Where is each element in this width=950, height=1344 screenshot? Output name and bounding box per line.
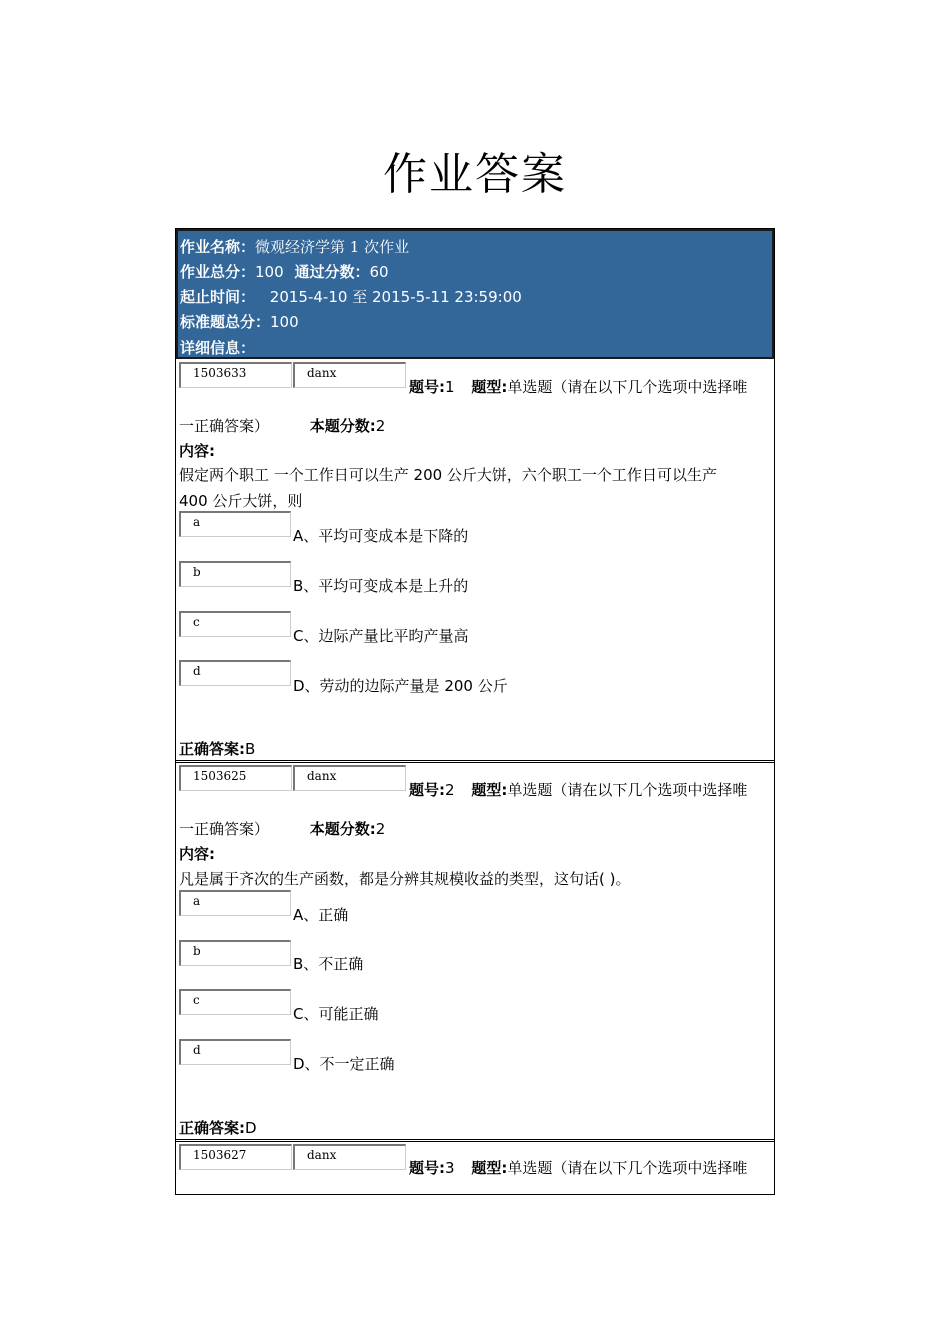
question-score-label: 本题分数:	[309, 417, 376, 435]
pass-score-label: 通过分数：	[294, 263, 370, 281]
question-code-field[interactable]: danx	[293, 362, 406, 388]
time-row	[180, 286, 522, 307]
question-score: 2	[375, 417, 386, 435]
question-type: 单选题（请在以下几个选项中选择唯	[507, 1159, 748, 1177]
option-d-field[interactable]: d	[179, 1039, 291, 1065]
option-b-field[interactable]: b	[179, 940, 291, 966]
option-c: C、可能正确	[293, 1005, 379, 1023]
question-score: 2	[375, 820, 386, 838]
content-label: 内容:	[179, 442, 215, 460]
question-text: 假定两个职工 一个工作日可以生产 200 公斤大饼，六个职工一个工作日可以生产	[179, 466, 717, 484]
time-label: 起止时间：	[180, 288, 256, 306]
question-type: 单选题（请在以下几个选项中选择唯	[507, 781, 748, 799]
standard-score-value: 100	[270, 313, 299, 331]
question-number-label: 题号:	[409, 1159, 445, 1177]
pass-score-value: 60	[369, 263, 389, 281]
question-type-label: 题型:	[471, 1159, 508, 1177]
question-code-field[interactable]: danx	[293, 1144, 406, 1170]
homework-header	[176, 229, 774, 359]
option-b-field[interactable]: b	[179, 561, 291, 587]
option-c-field[interactable]: c	[179, 989, 291, 1015]
option-a: A、平均可变成本是下降的	[293, 527, 469, 545]
time-end: 2015-5-11 23:59:00	[372, 288, 522, 306]
standard-score-label: 标准题总分：	[180, 313, 271, 331]
homework-name-row	[180, 236, 409, 257]
correct-answer-value: D	[245, 1119, 257, 1137]
correct-answer-value: B	[245, 740, 256, 758]
correct-answer-label: 正确答案:	[179, 1119, 245, 1137]
correct-answer-label: 正确答案:	[179, 740, 245, 758]
option-a-field[interactable]: a	[179, 511, 291, 537]
total-score-value: 100	[255, 263, 284, 281]
correct-answer	[179, 738, 255, 759]
question-type-cont: 一正确答案）	[179, 820, 270, 838]
correct-answer	[179, 1117, 257, 1138]
detail-label: 详细信息：	[180, 339, 256, 357]
question-type-label: 题型:	[471, 378, 508, 396]
question-type-cont: 一正确答案）	[179, 417, 270, 435]
homework-name-value: 微观经济学第 1 次作业	[255, 238, 410, 256]
question-number-label: 题号:	[409, 781, 445, 799]
option-c: C、边际产量比平昀产量高	[293, 627, 469, 645]
total-score-label: 作业总分：	[180, 263, 256, 281]
homework-score-row	[180, 261, 389, 282]
option-d-field[interactable]: d	[179, 660, 291, 686]
detail-row	[180, 337, 255, 358]
question-score-label: 本题分数:	[309, 820, 376, 838]
question-number: 1	[445, 378, 455, 396]
question-id-field[interactable]: 1503625	[179, 765, 292, 791]
question-meta	[409, 1157, 747, 1178]
question-code-field[interactable]: danx	[293, 765, 406, 791]
standard-score-row	[180, 311, 299, 332]
option-a: A、正确	[293, 906, 349, 924]
time-to: 至	[352, 288, 368, 306]
option-b: B、不正确	[293, 955, 364, 973]
content-label: 内容:	[179, 845, 215, 863]
option-a-field[interactable]: a	[179, 890, 291, 916]
option-d: D、不一定正确	[293, 1055, 395, 1073]
question-type: 单选题（请在以下几个选项中选择唯	[507, 378, 748, 396]
option-c-field[interactable]: c	[179, 611, 291, 637]
question-number: 3	[445, 1159, 455, 1177]
question-id-field[interactable]: 1503633	[179, 362, 292, 388]
time-start: 2015-4-10	[269, 288, 348, 306]
question-number: 2	[445, 781, 455, 799]
question-divider	[176, 760, 774, 763]
homework-name-label: 作业名称：	[180, 238, 256, 256]
question-meta	[409, 779, 747, 800]
question-text: 400 公斤大饼，则	[179, 492, 303, 510]
page-title: 作业答案	[383, 149, 567, 200]
question-meta	[409, 376, 747, 397]
question-type-continued	[179, 415, 385, 436]
question-id-field[interactable]: 1503627	[179, 1144, 292, 1170]
option-b: B、平均可变成本是上升的	[293, 577, 469, 595]
question-text: 凡是属于齐次的生产函数，都是分辨其规模收益的类型，这句话( )。	[179, 870, 631, 888]
question-type-continued	[179, 818, 385, 839]
question-divider	[176, 1139, 774, 1142]
question-type-label: 题型:	[471, 781, 508, 799]
option-d: D、劳动的边际产量是 200 公斤	[293, 677, 508, 695]
question-number-label: 题号:	[409, 378, 445, 396]
